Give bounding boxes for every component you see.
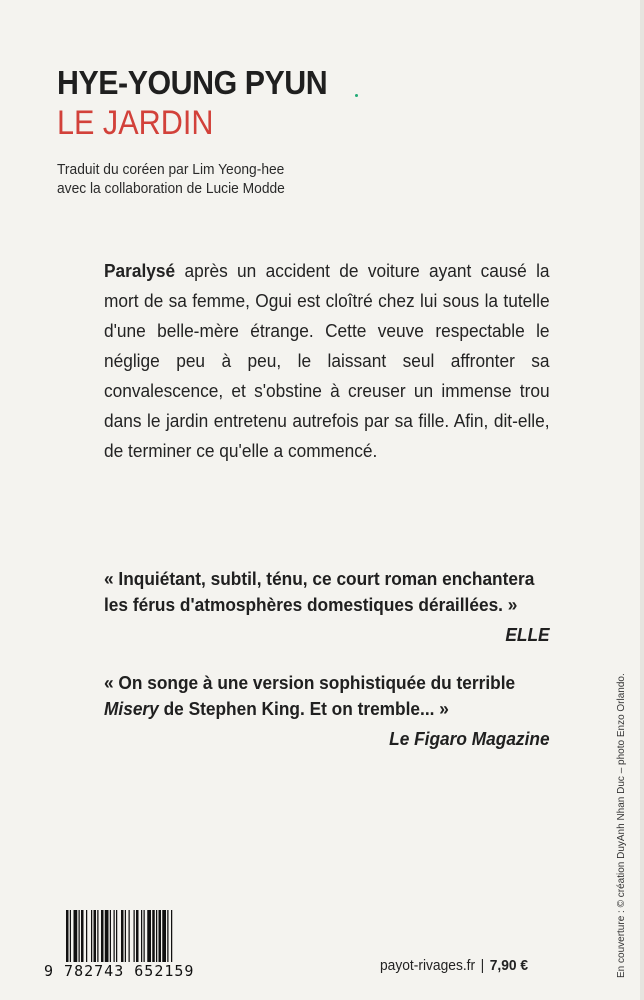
quote-line-rest: de Stephen King. Et on tremble... »: [158, 698, 449, 719]
press-quote-elle: [104, 566, 550, 648]
quote-line: « Inquiétant, subtil, ténu, ce court roman enchantera: [104, 568, 535, 589]
translation-line-2: avec la collaboration de Lucie Modde: [57, 180, 285, 197]
quote-line: « On songe à une version sophistiquée du terrible: [104, 672, 516, 693]
publisher-price-line: [380, 957, 528, 974]
summary-lead-word: Paralysé: [104, 260, 176, 281]
cover-edge: [640, 0, 644, 1000]
summary-text: après un accident de voiture ayant causé la mort de sa femme, Ogui est cloîtré chez lui sous la tutelle d'une belle-mère étrange. Cette veuve respectable le néglige peu à peu, le laissant seul affronter sa convalescence, et s'obstine à creuser un immense trou dans le jardin entretenu autrefois par sa fille. Afin, dit-elle, de terminer ce qu'elle a commencé.: [104, 260, 550, 461]
decorative-dot: [355, 94, 358, 97]
isbn-number: 9 782743 652159: [44, 962, 195, 980]
separator: |: [480, 957, 485, 974]
cover-credits: En couverture : © création DuyAnh Nhan Duc – photo Enzo Orlando.: [616, 673, 627, 978]
publisher-website: payot-rivages.fr: [380, 957, 476, 974]
quote-source: ELLE: [505, 624, 550, 645]
translation-credit: [57, 160, 285, 198]
quote-line: [104, 696, 550, 722]
book-price: 7,90 €: [489, 957, 529, 974]
translation-line-1: Traduit du coréen par Lim Yeong-hee: [57, 161, 285, 178]
quote-source: Le Figaro Magazine: [389, 728, 550, 749]
quote-line: les férus d'atmosphères domestiques déraillées. »: [104, 594, 518, 615]
book-summary: [104, 256, 550, 466]
press-quote-figaro: [104, 670, 550, 752]
book-title: LE JARDIN: [57, 104, 214, 142]
author-name: HYE-YOUNG PYUN: [57, 64, 328, 101]
quote-book-title: Misery: [104, 698, 159, 719]
